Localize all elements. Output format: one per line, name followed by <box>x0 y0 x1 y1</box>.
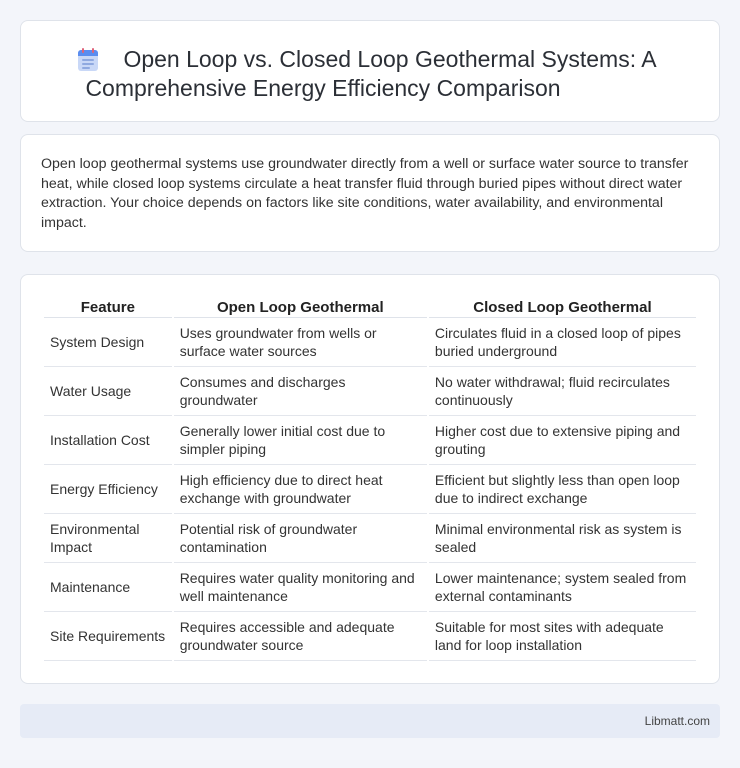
page-title <box>21 45 719 103</box>
title-line-2: Comprehensive Energy Efficiency Comparison <box>85 75 561 101</box>
cell-closed-loop: Lower maintenance; system sealed from external contaminants <box>429 563 696 612</box>
table-header-row <box>44 297 696 318</box>
cell-feature: Energy Efficiency <box>44 465 172 514</box>
footer <box>20 704 720 738</box>
cell-open-loop: High efficiency due to direct heat exchange with groundwater <box>174 465 427 514</box>
intro-card <box>20 134 720 252</box>
header-feature: Feature <box>44 297 172 318</box>
cell-closed-loop: Suitable for most sites with adequate land for loop installation <box>429 612 696 661</box>
comparison-table <box>42 297 698 661</box>
cell-open-loop: Requires water quality monitoring and well maintenance <box>174 563 427 612</box>
cell-open-loop: Uses groundwater from wells or surface water sources <box>174 318 427 367</box>
cell-feature: System Design <box>44 318 172 367</box>
cell-closed-loop: Higher cost due to extensive piping and grouting <box>429 416 696 465</box>
cell-feature: Installation Cost <box>44 416 172 465</box>
comparison-table-card <box>20 274 720 684</box>
cell-open-loop: Potential risk of groundwater contamination <box>174 514 427 563</box>
table-row <box>44 612 696 661</box>
cell-closed-loop: Circulates fluid in a closed loop of pipes buried underground <box>429 318 696 367</box>
table-row <box>44 318 696 367</box>
cell-closed-loop: No water withdrawal; fluid recirculates continuously <box>429 367 696 416</box>
cell-closed-loop: Efficient but slightly less than open loop due to indirect exchange <box>429 465 696 514</box>
cell-closed-loop: Minimal environmental risk as system is sealed <box>429 514 696 563</box>
table-row <box>44 514 696 563</box>
footer-brand: Libmatt.com <box>644 714 710 728</box>
title-card <box>20 20 720 122</box>
cell-open-loop: Generally lower initial cost due to simpler piping <box>174 416 427 465</box>
table-row <box>44 367 696 416</box>
cell-open-loop: Requires accessible and adequate groundwater source <box>174 612 427 661</box>
cell-feature: Water Usage <box>44 367 172 416</box>
cell-open-loop: Consumes and discharges groundwater <box>174 367 427 416</box>
title-line-1: Open Loop vs. Closed Loop Geothermal Systems: A <box>123 46 657 72</box>
table-row <box>44 563 696 612</box>
intro-text: Open loop geothermal systems use groundwater directly from a well or surface water source to transfer heat, while closed loop systems circulate a heat transfer fluid through buried pipes without direct water extraction. Your choice depends on factors like site conditions, water availability, and environmental impact. <box>41 156 689 231</box>
cell-feature: Site Requirements <box>44 612 172 661</box>
header-closed-loop: Closed Loop Geothermal <box>429 297 696 318</box>
table-row <box>44 465 696 514</box>
cell-feature: Environmental Impact <box>44 514 172 563</box>
table-row <box>44 416 696 465</box>
cell-feature: Maintenance <box>44 563 172 612</box>
header-open-loop: Open Loop Geothermal <box>174 297 427 318</box>
